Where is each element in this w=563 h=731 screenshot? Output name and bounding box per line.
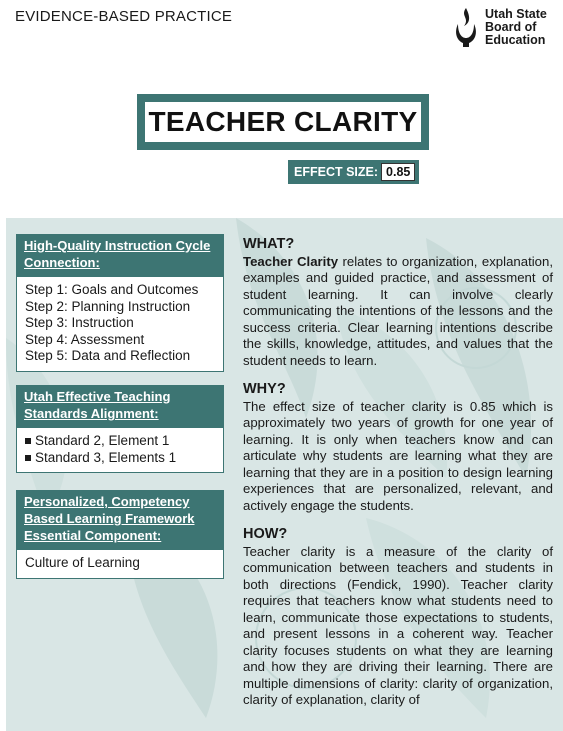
page-title: TEACHER CLARITY (145, 102, 421, 142)
list-item: Step 2: Planning Instruction (25, 298, 191, 314)
teaching-standards-heading: Utah Effective Teaching Standards Alignment: (16, 385, 224, 427)
list-item: Step 4: Assessment (25, 331, 145, 347)
how-body: Teacher clarity is a measure of the clarity of communication between teachers and students in both directions (Fendick, 1990). Teacher clarity requires that teachers know what students need to learn, communicate those expectations to students, and present lessons in a coherent way. Teacher clarity focuses students on what they are learning and how they are driving their learning. There are multiple dimensions of clarity: clarity of organization, clarity of explanation, clarity of (243, 543, 553, 707)
effect-size-badge (288, 160, 419, 184)
effect-size-value: 0.85 (381, 163, 415, 181)
instruction-cycle-heading: High-Quality Instruction Cycle Connection: (16, 234, 224, 276)
title-banner (137, 94, 429, 150)
logo-wordmark: Utah State Board of Education (485, 6, 547, 47)
teaching-standards-list (16, 427, 224, 473)
framework-box (16, 490, 224, 579)
main-content (243, 236, 553, 721)
bullet-square-icon (25, 455, 31, 461)
why-heading: WHY? (243, 381, 286, 397)
framework-list (16, 549, 224, 579)
bullet-square-icon (25, 438, 31, 444)
instruction-cycle-box (16, 234, 224, 372)
instruction-cycle-list (16, 276, 224, 372)
what-heading: WHAT? (243, 236, 295, 252)
framework-heading: Personalized, Competency Based Learning Framework Essential Component: (16, 490, 224, 549)
document-category: EVIDENCE-BASED PRACTICE (15, 8, 233, 25)
flame-torch-icon (452, 6, 480, 48)
content-panel (6, 218, 563, 731)
list-item: Step 1: Goals and Outcomes (25, 282, 199, 297)
how-heading: HOW? (243, 526, 288, 542)
why-body: The effect size of teacher clarity is 0.85 which is approximately two years of growth for one year of learning. It is only when teachers know and can articulate why students are learning what they are learning that they are in a position to design learning experiences that are personalized, relevant, and actively engage the students. (243, 398, 553, 513)
effect-size-label: EFFECT SIZE: (294, 165, 379, 179)
list-item: Culture of Learning (25, 555, 140, 570)
list-item: Standard 2, Element 1 (25, 433, 215, 450)
list-item: Step 3: Instruction (25, 315, 134, 330)
list-item: Step 5: Data and Reflection (25, 348, 191, 363)
usbe-logo (452, 6, 547, 48)
what-body: Teacher Clarity relates to organization, explanation, examples and guided practice, and assessment of student learning. It can involve clearly communicating the intentions of the lessons and the success criteria. Clear learning intentions describe the skills, knowledge, attitudes, and values that the student needs to learn. (243, 253, 553, 368)
teaching-standards-box (16, 385, 224, 473)
list-item: Standard 3, Elements 1 (25, 450, 215, 467)
